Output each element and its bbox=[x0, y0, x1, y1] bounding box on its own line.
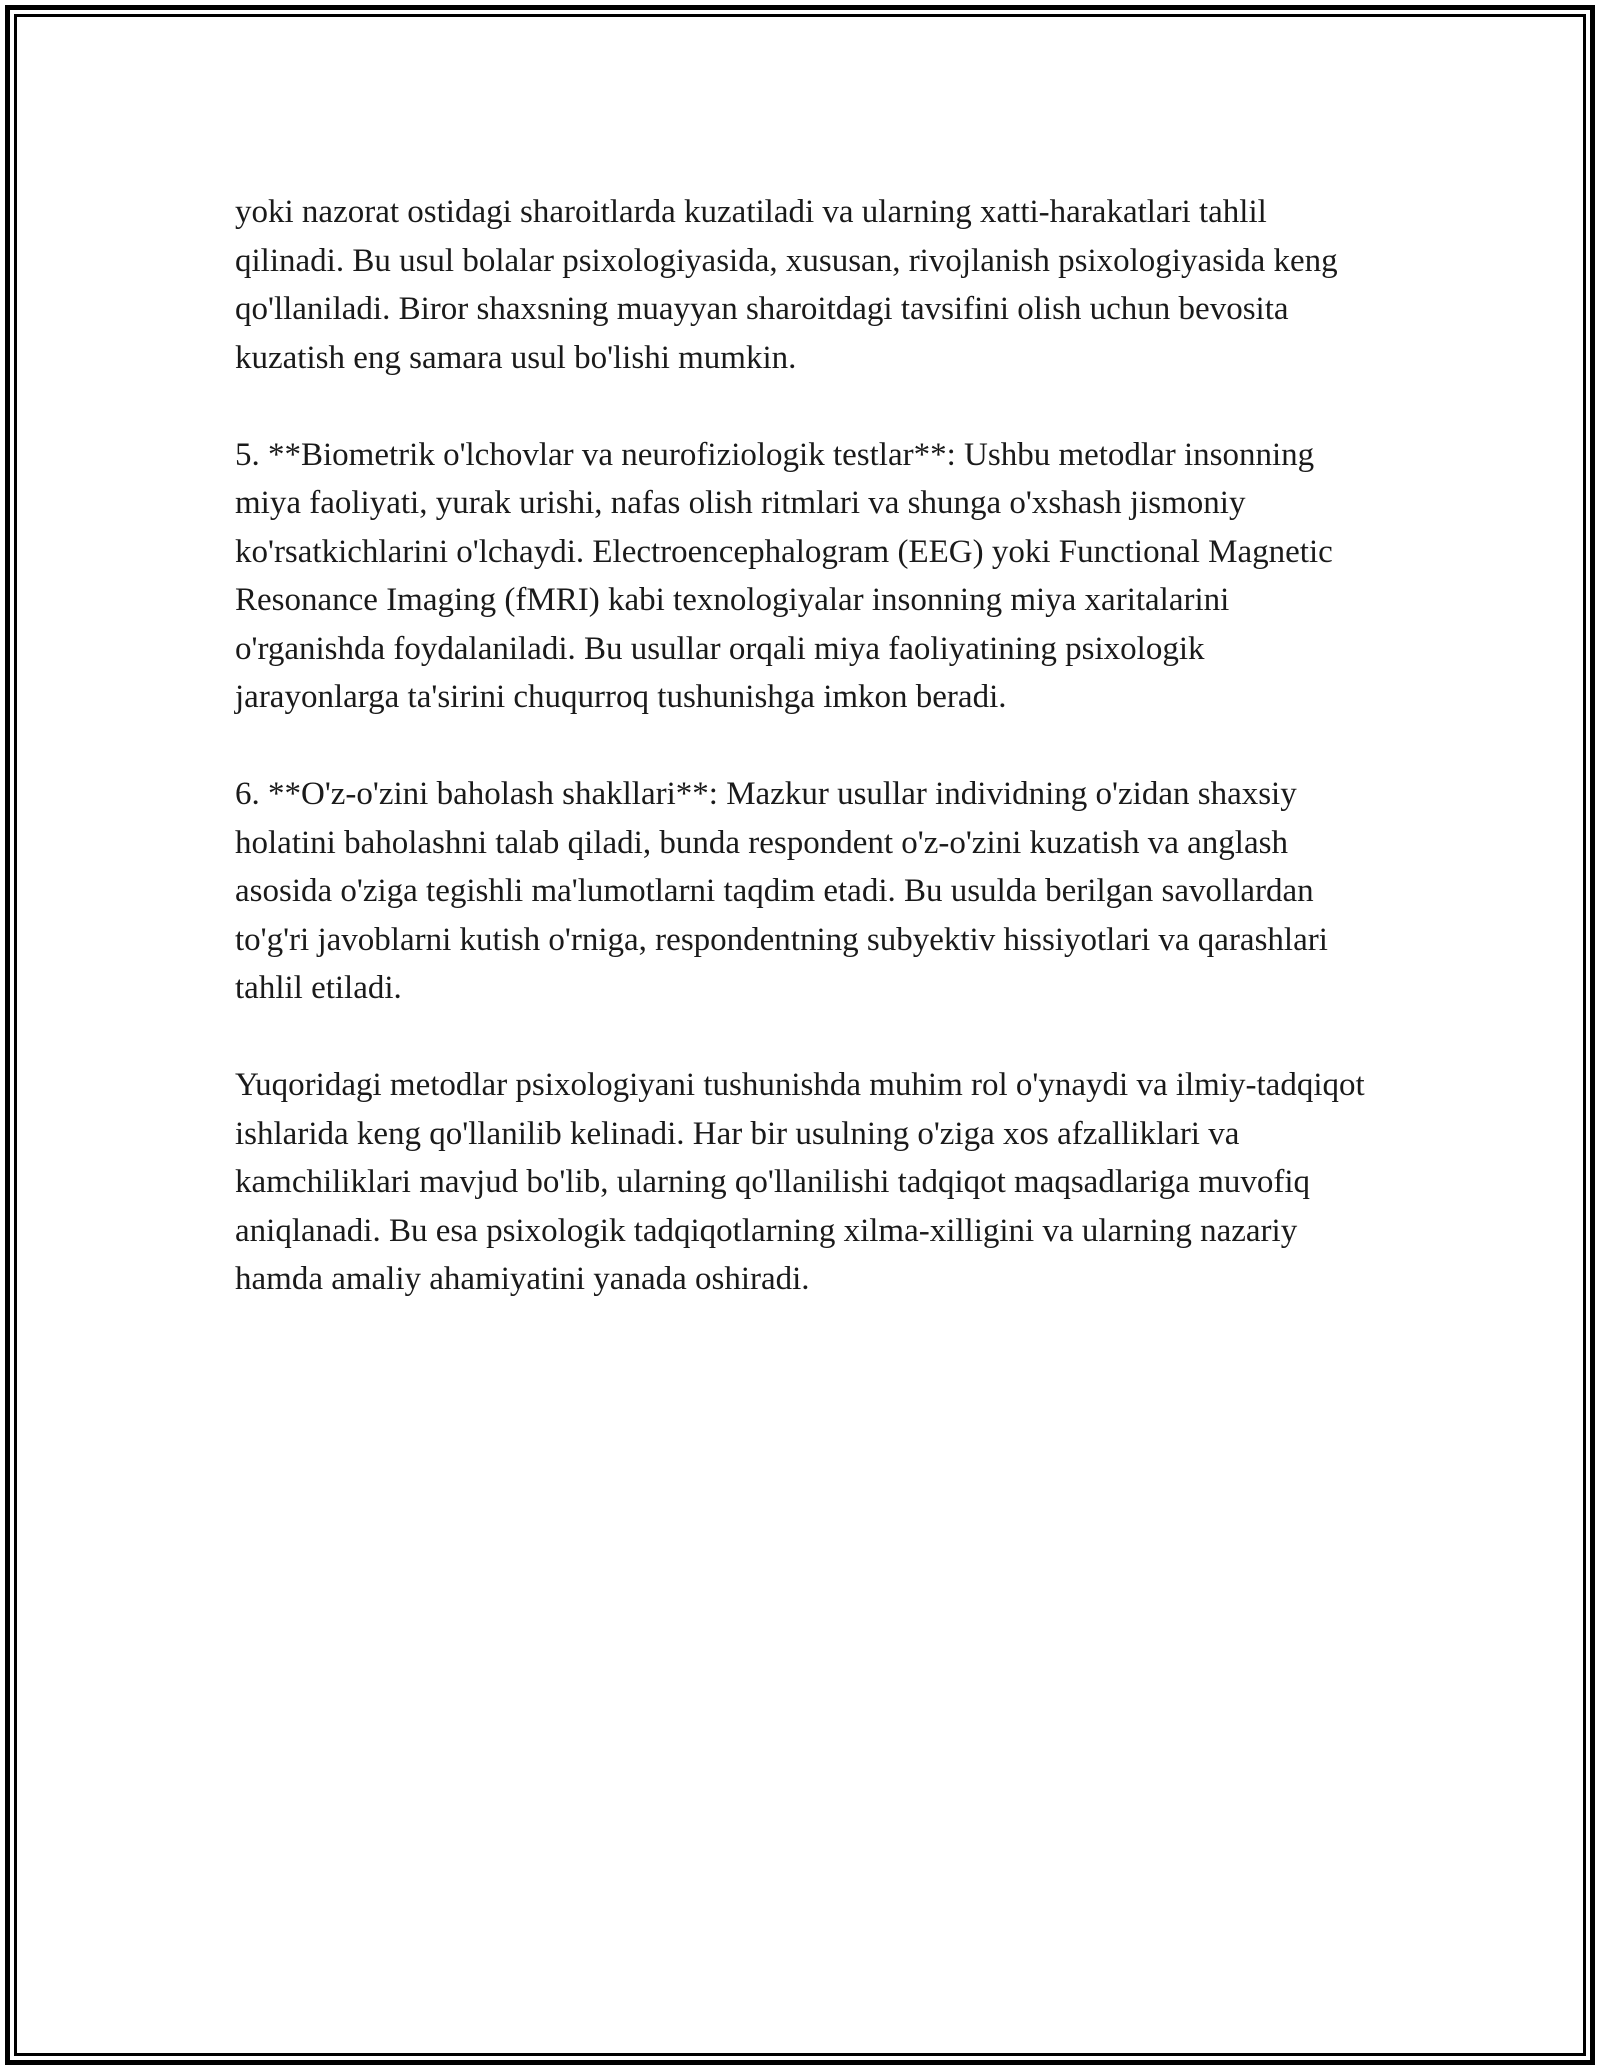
document-body bbox=[235, 188, 1375, 1304]
paragraph-conclusion: Yuqoridagi metodlar psixologiyani tushunishda muhim rol o'ynaydi va ilmiy-tadqiqot ishlarida keng qo'llanilib kelinadi. Har bir usulning o'ziga xos afzalliklari va kamchiliklari mavjud bo'lib, ularning qo'llanilishi tadqiqot maqsadlariga muvofiq aniqlanadi. Bu esa psixologik tadqiqotlarning xilma-xilligini va ularning nazariy hamda amaliy ahamiyatini yanada oshiradi. bbox=[235, 1067, 1365, 1297]
paragraph-biometric-measures: 5. **Biometrik o'lchovlar va neurofiziologik testlar**: Ushbu metodlar insonning miya faoliyati, yurak urishi, nafas olish ritmlari va shunga o'xshash jismoniy ko'rsatkichlarini o'lchaydi. Electroencephalogram (EEG) yoki Functional Magnetic Resonance Imaging (fMRI) kabi texnologiyalar insonning miya xaritalarini o'rganishda foydalaniladi. Bu usullar orqali miya faoliyatining psixologik jarayonlarga ta'sirini chuqurroq tushunishga imkon beradi. bbox=[235, 436, 1333, 715]
paragraph-observation-continued: yoki nazorat ostidagi sharoitlarda kuzatiladi va ularning xatti-harakatlari tahlil qilinadi. Bu usul bolalar psixologiyasida, xususan, rivojlanish psixologiyasida keng qo'llaniladi. Biror shaxsning muayyan sharoitdagi tavsifini olish uchun bevosita kuzatish eng samara usul bo'lishi mumkin. bbox=[235, 194, 1338, 376]
paragraph-self-assessment: 6. **O'z-o'zini baholash shakllari**: Mazkur usullar individning o'zidan shaxsiy holatini baholashni talab qiladi, bunda respondent o'z-o'zini kuzatish va anglash asosida o'ziga tegishli ma'lumotlarni taqdim etadi. Bu usulda berilgan savollardan to'g'ri javoblarni kutish o'rniga, respondentning subyektiv hissiyotlari va qarashlari tahlil etiladi. bbox=[235, 776, 1328, 1006]
